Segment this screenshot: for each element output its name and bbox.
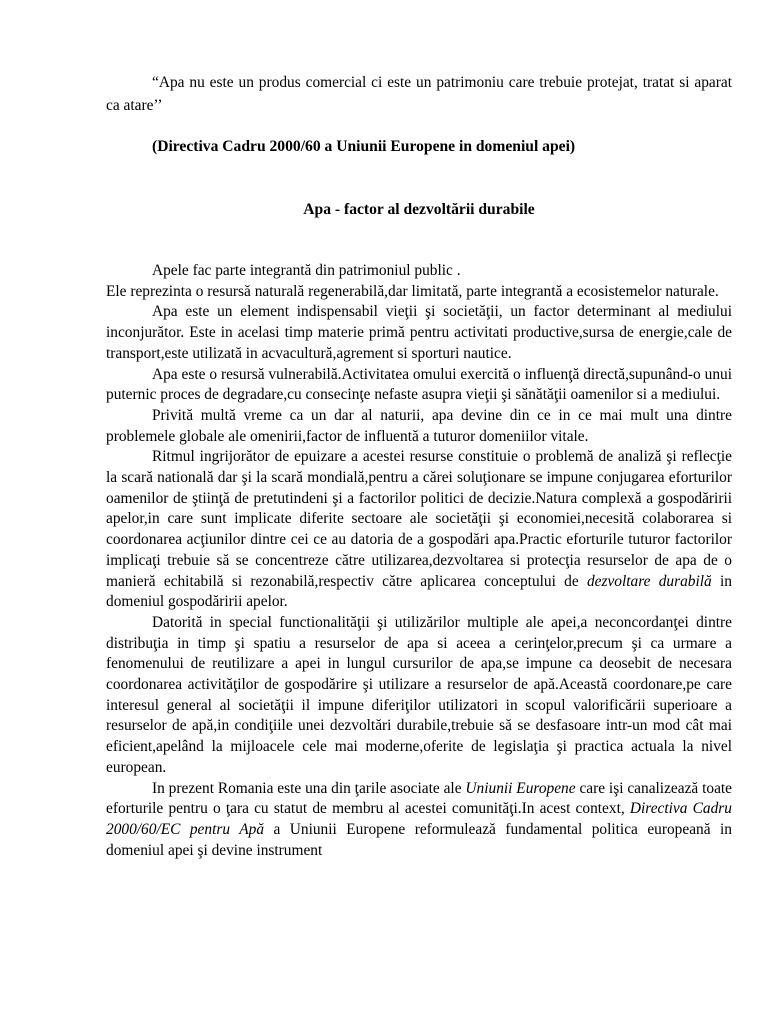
paragraph: Apa este un element indispensabil vieţii şi societăţii, un factor determinant al mediului inconjurător. Este in acelasi timp materie primă pentru activitati productive,sursa de energie,cale de transport,este utilizată in acvacultură,agrement si sporturi nautice. (106, 303, 732, 362)
paragraph-text: In prezent Romania este una din ţarile asociate ale (152, 779, 466, 797)
paragraph: Datorită in special functionalităţii şi utilizărilor multiple ale apei,a neconcordanţei dintre distribuţia in timp şi spatiu a resurselor de apa si aceea a cerinţelor,precum şi ca urmare a fenomenului de reutilizare a apei in lungul cursurilor de apa,se impune ca deosebit de necesara coordonarea activităţilor de gospodărire şi utilizare a resurselor de apă.Această coordonare,pe care interesul general al societăţii il impune diferiţilor utilizatori in scopul valorificării superioare a resurselor de apă,in condiţiile unei dezvoltări durabile,trebuie să se desfasoare intr-un mod cât mai eficient,apelând la mijloacele cele mai moderne,oferite de legislaţia şi practica actuala la nivel european. (106, 613, 732, 776)
emphasis-text: Uniunii Europene (465, 779, 576, 797)
opening-quote: “Apa nu este un produs comercial ci este un patrimoniu care trebuie protejat, tratat si aparat ca atare’’ (106, 74, 732, 114)
paragraph (106, 779, 732, 862)
paragraph: Privită multă vreme ca un dar al naturii, apa devine din ce in ce mai mult una dintre problemele globale ale omenirii,factor de influentă a tuturor domeniilor vitale. (106, 406, 732, 445)
paragraph-text: Ritmul ingrijorător de epuizare a acestei resurse constituie o problemă de analiză şi reflecţie la scară natională dar şi la scară mondială,pentru a cărei soluţionare se impune conjugarea eforturilor oamenilor de ştiinţă de pretutindeni şi a factorilor politici de decizie.Natura complexă a gospodăririi apelor,in care sunt implicate diferite sectoare ale societăţii şi economiei,necesită colaborarea si coordonarea acţiunilor dintre cei ce au datoria de a gospodări apa.Practic eforturile tuturor factorilor implicaţi trebuie să se concentreze către utilizarea,dezvoltarea si protecţia resurselor de apa de o manieră echitabilă si rezonabilă,respectiv către aplicarea conceptului de (106, 448, 732, 590)
emphasis-text: Directiva Cadru 2000/60/EC pentru Apă (106, 800, 732, 838)
paragraph (106, 447, 732, 613)
paragraph-text: care işi canalizează toate eforturile pentru o ţara cu statut de membru al acestei comunităţi.In acest context, (106, 779, 733, 818)
emphasis-text: dezvoltare durabilă (586, 572, 712, 590)
paragraph: Apa este o resursă vulnerabilă.Activitatea omului exercită o influenţă directă,supunând-o unui puternic proces de degradare,cu consecinţe nefaste asupra vieţii şi sănătăţii oamenilor si a mediului. (106, 365, 732, 404)
directive-citation: (Directiva Cadru 2000/60 a Uniunii Europene in domeniul apei) (152, 138, 576, 155)
paragraph: Ele reprezinta o resursă naturală regenerabilă,dar limitată, parte integrantă a ecosistemelor naturale. (106, 282, 719, 300)
body-text (106, 261, 732, 861)
paragraph: Apele fac parte integrantă din patrimoniul public . (152, 262, 461, 279)
paragraph-text: in domeniul gospodăririi apelor. (106, 572, 732, 611)
paragraph-text: a Uniunii Europene reformulează fundamental politica europeană in domeniul apei şi devine instrument (106, 820, 732, 859)
section-heading: Apa - factor al dezvoltării durabile (303, 201, 535, 218)
